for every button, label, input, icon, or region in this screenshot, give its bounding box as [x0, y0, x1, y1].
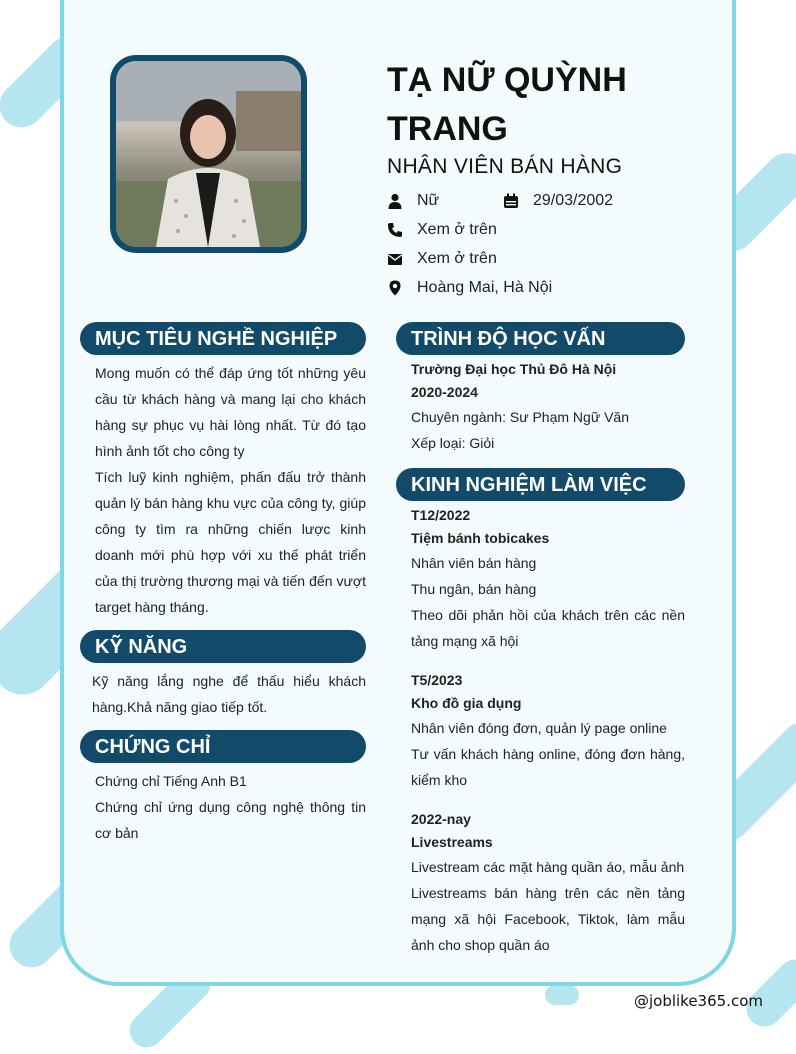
education-major: Chuyên ngành: Sư Phạm Ngữ Văn [411, 409, 629, 425]
education-years: 2020-2024 [411, 384, 478, 400]
objective-paragraph: Mong muốn có thể đáp ứng tốt những yêu cầu từ khách hàng và mang lại cho khách hàng sự phục vụ hài lòng nhất. Từ đó tạo hình ảnh tốt cho công ty [95, 365, 366, 459]
location-icon [387, 280, 403, 296]
job-company: Kho đồ gia dụng [411, 695, 522, 711]
profile-photo-frame [110, 55, 307, 253]
address-value: Hoàng Mai, Hà Nội [417, 279, 553, 296]
skills-text: Kỹ năng lắng nghe để thấu hiểu khách hàng.Khả năng giao tiếp tốt. [92, 673, 366, 715]
job-line: Theo dõi phản hồi của khách trên các nền tảng mạng xã hội [411, 607, 685, 649]
address-row [387, 279, 552, 297]
job-line: Livestreams bán hàng trên các nền tảng mạng xã hội Facebook, Tiktok, làm mẫu ảnh cho shop quần áo [411, 885, 685, 953]
email-row [387, 250, 497, 268]
candidate-name: TẠ NỮ QUỲNH TRANG [387, 61, 627, 148]
job-time: 2022-nay [411, 811, 471, 827]
education-heading: TRÌNH ĐỘ HỌC VẤN [396, 322, 685, 355]
calendar-icon [503, 193, 519, 209]
job-line: Nhân viên đóng đơn, quản lý page online [411, 720, 667, 736]
objective-heading: MỤC TIÊU NGHỀ NGHIỆP [80, 322, 366, 355]
experience-job [411, 808, 685, 958]
email-value: Xem ở trên [417, 250, 497, 267]
experience-heading: KINH NGHIỆM LÀM VIỆC [396, 468, 685, 501]
job-line: Thu ngân, bán hàng [411, 581, 537, 597]
gender-row [387, 192, 439, 210]
birthdate-row [503, 192, 613, 210]
education-school: Trường Đại học Thủ Đô Hà Nội [411, 361, 617, 377]
job-time: T12/2022 [411, 507, 471, 523]
objective-paragraph: Tích luỹ kinh nghiệm, phấn đấu trở thành quản lý bán hàng khu vực của công ty, giúp công ty tìm ra những chiến lược kinh doanh mới phù hợp với xu thế phát triển của thị trường thương mại và tiến đến vượt target hàng tháng. [95, 469, 366, 615]
certificates-heading: CHỨNG CHỈ [80, 730, 366, 763]
job-company: Livestreams [411, 834, 493, 850]
job-line: Livestream các mặt hàng quần áo, mẫu ảnh [411, 859, 685, 875]
phone-icon [387, 222, 403, 238]
birthdate-value: 29/03/2002 [533, 192, 614, 209]
certificate-item: Chứng chỉ ứng dụng công nghệ thông tin cơ bản [95, 799, 366, 841]
decor-stripe [545, 985, 579, 1005]
experience-job [411, 669, 685, 793]
objective-text [95, 360, 366, 620]
gender-value: Nữ [417, 192, 440, 209]
education-block [411, 358, 685, 456]
job-time: T5/2023 [411, 672, 463, 688]
job-line: Nhân viên bán hàng [411, 555, 537, 571]
phone-value: Xem ở trên [417, 221, 497, 238]
skills-heading: KỸ NĂNG [80, 630, 366, 663]
profile-photo [116, 61, 301, 247]
job-line: Tư vấn khách hàng online, đóng đơn hàng, kiểm kho [411, 746, 685, 788]
email-icon [387, 251, 403, 267]
candidate-position: NHÂN VIÊN BÁN HÀNG [387, 155, 623, 178]
watermark: @joblike365.com [633, 992, 763, 1010]
phone-row [387, 221, 497, 239]
experience-job [411, 504, 685, 654]
certificates-list [95, 768, 366, 846]
education-grade: Xếp loại: Giỏi [411, 435, 495, 451]
job-company: Tiệm bánh tobicakes [411, 530, 550, 546]
person-icon [387, 193, 403, 209]
certificate-item: Chứng chỉ Tiếng Anh B1 [95, 773, 247, 789]
